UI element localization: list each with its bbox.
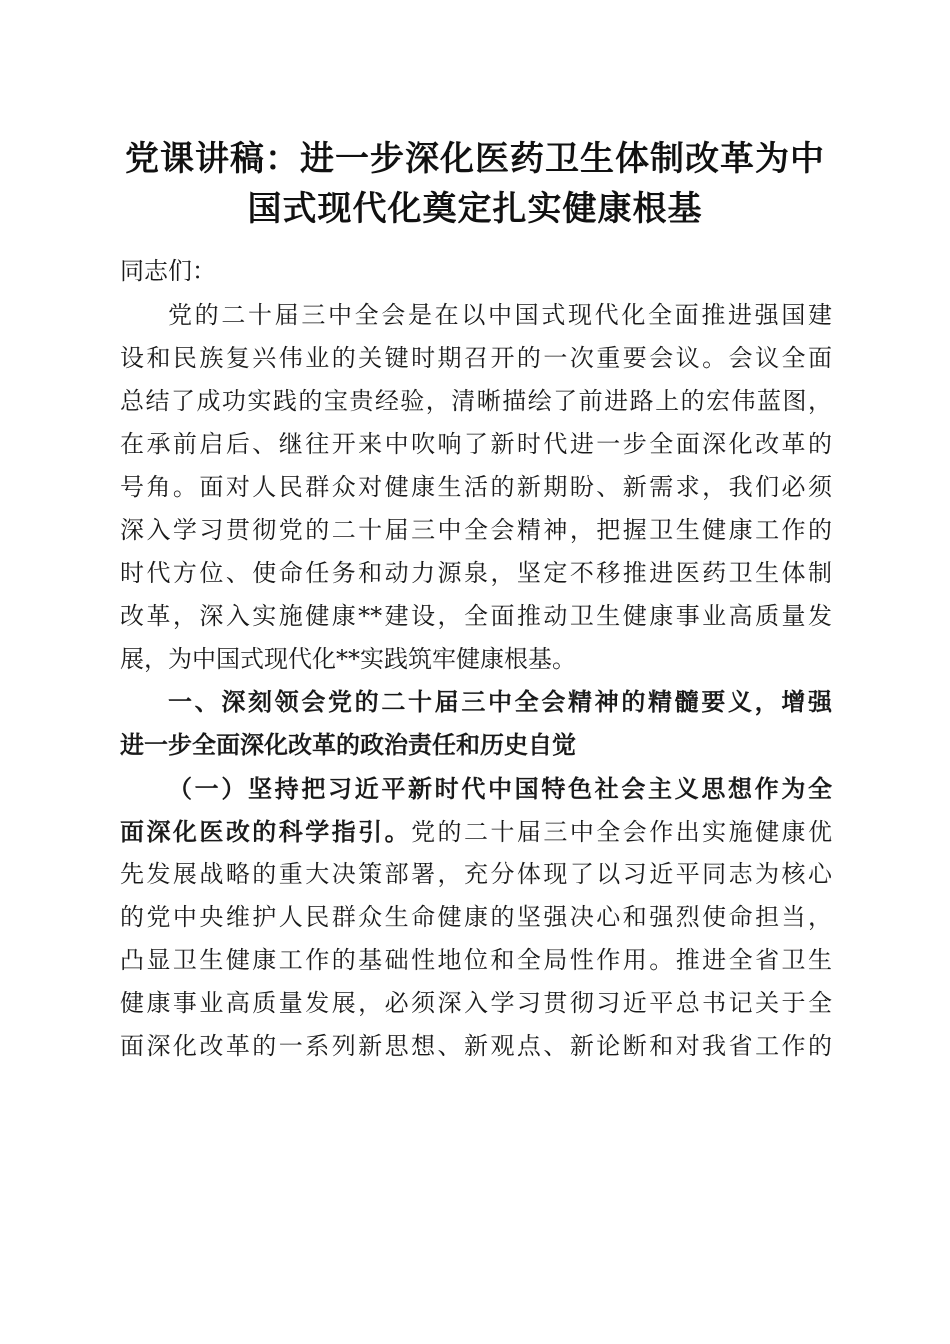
paragraph-line: 的党中央维护人民群众生命健康的坚强决心和强烈使命担当， bbox=[120, 903, 832, 931]
subsection-heading-line: （一）坚持把习近平新时代中国特色社会主义思想作为全 bbox=[168, 774, 832, 803]
subsection-1 bbox=[120, 767, 832, 1068]
paragraph-line bbox=[120, 810, 832, 853]
paragraph-line: 党的二十届三中全会是在以中国式现代化全面推进强国建 bbox=[168, 301, 832, 329]
intro-paragraph bbox=[120, 294, 832, 681]
salutation: 同志们： bbox=[120, 257, 216, 285]
section-heading-line: 进一步全面深化改革的政治责任和历史自觉 bbox=[120, 731, 576, 759]
title-line-2: 国式现代化奠定扎实健康根基 bbox=[247, 189, 703, 229]
paragraph-text: 党的二十届三中全会作出实施健康优 bbox=[411, 818, 833, 846]
document-body bbox=[120, 250, 832, 1068]
title-line-1: 党课讲稿：进一步深化医药卫生体制改革为中 bbox=[125, 139, 825, 179]
paragraph-line: 改革，深入实施健康**建设，全面推动卫生健康事业高质量发 bbox=[120, 602, 832, 630]
section-heading-1 bbox=[120, 681, 832, 767]
paragraph-line: 健康事业高质量发展，必须深入学习贯彻习近平总书记关于全 bbox=[120, 989, 832, 1017]
paragraph-line: 凸显卫生健康工作的基础性地位和全局性作用。推进全省卫生 bbox=[120, 946, 832, 974]
paragraph-line: 展，为中国式现代化**实践筑牢健康根基。 bbox=[120, 645, 576, 673]
paragraph-line: 总结了成功实践的宝贵经验，清晰描绘了前进路上的宏伟蓝图， bbox=[120, 387, 832, 415]
paragraph-line: 面深化改革的一系列新思想、新观点、新论断和对我省工作的 bbox=[120, 1032, 832, 1060]
paragraph-line: 时代方位、使命任务和动力源泉，坚定不移推进医药卫生体制 bbox=[120, 559, 832, 587]
subsection-heading-tail: 面深化医改的科学指引。 bbox=[120, 817, 412, 846]
document-title bbox=[100, 134, 850, 234]
paragraph-line: 设和民族复兴伟业的关键时期召开的一次重要会议。会议全面 bbox=[120, 344, 832, 372]
paragraph-line: 号角。面对人民群众对健康生活的新期盼、新需求，我们必须 bbox=[120, 473, 832, 501]
section-heading-line: 一、深刻领会党的二十届三中全会精神的精髓要义，增强 bbox=[168, 688, 832, 716]
paragraph-line: 在承前启后、继往开来中吹响了新时代进一步全面深化改革的 bbox=[120, 430, 832, 458]
paragraph-line: 深入学习贯彻党的二十届三中全会精神，把握卫生健康工作的 bbox=[120, 516, 832, 544]
paragraph-line: 先发展战略的重大决策部署，充分体现了以习近平同志为核心 bbox=[120, 860, 832, 888]
